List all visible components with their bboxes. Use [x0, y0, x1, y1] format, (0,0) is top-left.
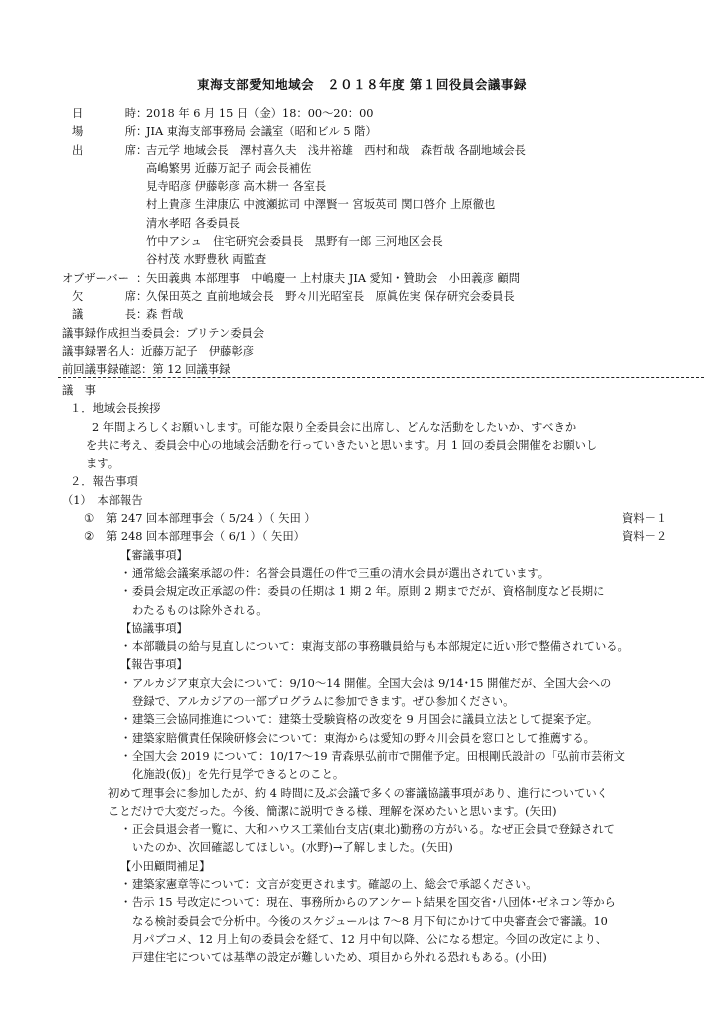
- attendee-line: 高嶋繁男 近藤万記子 両会長補佐: [146, 161, 312, 175]
- meeting-item: ① 第 247 回本部理事会（ 5/24 ）（ 矢田 ） 資料－１: [62, 510, 702, 528]
- material-reference: 資料－１: [622, 512, 668, 526]
- date-label: 日 時: [72, 107, 136, 120]
- section-2-title: ２．報告事項: [70, 475, 138, 489]
- meeting-item: ② 第 248 回本部理事会（ 6/1 ）（ 矢田） 資料－２: [62, 528, 702, 546]
- bullet-text: 建築三会協同推進について：建築士受験資格の改変を 9 月国会に議員立法として提案予定。: [132, 713, 599, 727]
- bullet-mark: ・: [120, 823, 132, 837]
- category-items: [62, 638, 702, 656]
- absent-label: 欠 席: [72, 289, 136, 303]
- bullet-text: 本部職員の給与見直しについて：東海支部の事務職員給与も本部規定に近い形で整備されている。: [132, 640, 629, 654]
- date-value: 2018 年 6 月 15 日（金）18：00～20：00: [146, 107, 374, 120]
- bullet-item: [62, 583, 702, 601]
- agenda-body: [62, 382, 702, 968]
- bullet-text: 正会員退会者一覧に、大和ハウス工業仙台支店(東北)勤務の方がいる。なぜ正会員で登録されて: [132, 823, 615, 837]
- bullet-item: [62, 565, 702, 583]
- bullet-item: [62, 675, 702, 693]
- bullet-mark: ・: [120, 896, 132, 910]
- category-heading: 【協議事項】: [120, 621, 188, 635]
- bullet-item: [62, 638, 702, 656]
- greeting-line: ます。: [86, 457, 119, 471]
- bullet-item: [62, 894, 702, 912]
- comment-line: ことだけで大変だった。今後、簡潔に説明できる様、理解を深めたいと思います。(矢田): [108, 804, 557, 818]
- bullet-item: [62, 748, 702, 766]
- bullet-item: [62, 730, 702, 748]
- document-title: 東海支部愛知地域会 ２０１８年度 第１回役員会議事録: [197, 77, 527, 92]
- place-label: 場 所: [72, 125, 136, 139]
- bullet-continuation: いたのか、次回確認してほしい。(水野)→了解しました。(矢田): [132, 841, 453, 855]
- attendees-row: 出 席 ： 吉元学 地域会長 澤村喜久夫 浅井裕雄 西村和哉 森哲哉 各副地域会長 高嶋繁男 近藤万記子 両会長補佐 見寺昭彦 伊藤彰彦 高木耕一 各室長 村上貴彦 生津康広 中渡瀬拡司 中澤賢一 宮坂英司 関口啓介 上原徹也 清水孝昭 各委員長 竹中アシュ 住宅研究会委員長 黒野有一郎 三河地区会長 谷村茂 水野豊秋 両監査: [62, 142, 702, 270]
- section-1-title: １．地域会長挨拶: [70, 402, 161, 416]
- observers-row: オブザーバー ： 矢田義典 本部理事 中嶋慶一 上村康夫 JIA 愛知・贊助会 小田義彦 顧問: [62, 270, 702, 288]
- attendees-label: 出 席: [72, 143, 136, 157]
- bullet-mark: ・: [120, 640, 132, 654]
- attendees-list: [146, 142, 702, 270]
- bullet-text: 建築家憲章等について：文言が変更されます。確認の上、総会で承認ください。: [132, 878, 538, 892]
- bullet-text: アルカジア東京大会について：9/10～14 開催。全国大会は 9/14･15 開催だが、全国大会への: [132, 676, 612, 690]
- attendee-line: 見寺昭彦 伊藤彰彦 高木耕一 各室長: [146, 180, 327, 194]
- bullet-text: 全国大会 2019 について：10/17～19 青森県弘前市で開催予定。田根剛氏設計の「弘前市芸術文: [132, 749, 625, 763]
- bullet-continuation: 化施設(仮)」を先行見学できるとのこと。: [132, 768, 345, 782]
- bullet-mark: ・: [120, 731, 132, 745]
- bullet-continuation: わたるものは除外される。: [132, 603, 268, 617]
- section-divider: [58, 377, 704, 378]
- bullet-text: 建築家賠償責任保険研修会について：東海からは愛知の野々川会員を窓口として推薦する。: [132, 731, 595, 745]
- bullet-mark: ・: [120, 566, 132, 580]
- greeting-line: を共に考え、委員会中心の地域会活動を行っていきたいと思います。月 1 回の委員会開催をお願いし: [86, 438, 598, 452]
- minutes-committee: 議事録作成担当委員会：ブリテン委員会: [62, 326, 265, 340]
- attendee-line: 竹中アシュ 住宅研究会委員長 黒野有一郎 三河地区会長: [146, 235, 443, 249]
- category-items: [62, 876, 702, 967]
- chair-row: 議 長 ： 森 哲哉: [62, 306, 702, 324]
- bullet-item: [62, 821, 702, 839]
- bullet-mark: ・: [120, 676, 132, 690]
- bullet-text: 告示 15 号改定について：現在、事務所からのアンケート結果を国交省･八団体･ゼネコン等から: [132, 896, 616, 910]
- absent-row: 欠 席 ： 久保田英之 直前地域会長 野々川光昭室長 原眞佐実 保存研究会委員長: [62, 288, 702, 306]
- category-items: [62, 675, 702, 785]
- comment-line: 初めて理事会に参加したが、約 4 時間に及ぶ会議で多くの審議協議事項があり、進行についていく: [108, 786, 608, 800]
- category-heading: 【報告事項】: [120, 658, 188, 672]
- bullet-mark: ・: [120, 713, 132, 727]
- chair-value: 森 哲哉: [146, 308, 184, 322]
- bullet-continuation: なる検討委員会で分析中。今後のスケジュールは 7～8 月下旬にかけて中央審査会で審議。10: [132, 914, 608, 928]
- material-reference: 資料－２: [622, 530, 668, 544]
- category-heading: 【小田顧問補足】: [120, 859, 211, 873]
- absent-value: 久保田英之 直前地域会長 野々川光昭室長 原眞佐実 保存研究会委員長: [146, 289, 515, 303]
- minutes-signers: 議事録署名人：近藤万記子 伊藤彰彦: [62, 344, 255, 358]
- category-heading: 【審議事項】: [120, 548, 188, 562]
- bullet-text: 委員会規定改正承認の件：委員の任期は 1 期 2 年。原則 2 期までだが、資格制度など長期に: [132, 585, 605, 599]
- date-row: 日 時 ： 2018 年 6 月 15 日（金）18：00～20：00: [62, 105, 702, 123]
- agenda-heading: 議 事: [62, 384, 96, 397]
- meeting-header: [62, 105, 702, 379]
- attendee-line: 吉元学 地域会長 澤村喜久夫 浅井裕雄 西村和哉 森哲哉 各副地域会長: [146, 143, 526, 157]
- bullet-mark: ・: [120, 878, 132, 892]
- previous-minutes-confirmation: 前回議事録確認：第 12 回議事録: [62, 363, 231, 377]
- bullet-continuation: 登録で、アルカジアの一部プログラムに参加できます。ぜひ参加ください。: [132, 695, 515, 709]
- observers-value: 矢田義典 本部理事 中嶋慶一 上村康夫 JIA 愛知・贊助会 小田義彦 顧問: [146, 271, 521, 285]
- chair-label: 議 長: [72, 308, 136, 322]
- attendee-line: 谷村茂 水野豊秋 両監査: [146, 253, 267, 267]
- place-value: JIA 東海支部事務局 会議室（昭和ビル 5 階）: [146, 125, 377, 139]
- bullet-item: [62, 876, 702, 894]
- section-2-subtitle: （1） 本部報告: [62, 493, 143, 507]
- bullet-mark: ・: [120, 585, 132, 599]
- attendee-line: 村上貴彦 生津康広 中渡瀬拡司 中澤賢一 宮坂英司 関口啓介 上原徹也: [146, 198, 496, 212]
- observers-label: オブザーバー: [62, 271, 129, 285]
- bullet-mark: ・: [120, 749, 132, 763]
- bullet-continuation: 月パブコメ、12 月上旬の委員会を経て、12 月中旬以降、公になる想定。今回の改定により、: [132, 932, 608, 946]
- bullet-continuation: 戸建住宅については基準の設定が難しいため、項目から外れる恐れもある。(小田): [132, 951, 547, 965]
- place-row: 場 所 ： JIA 東海支部事務局 会議室（昭和ビル 5 階）: [62, 123, 702, 141]
- category-items: [62, 821, 702, 858]
- category-items: [62, 565, 702, 620]
- greeting-line: 2 年間よろしくお願いします。可能な限り全委員会に出席し、どんな活動をしたいか、すべきか: [92, 420, 577, 434]
- bullet-item: [62, 711, 702, 729]
- bullet-text: 通常総会議案承認の件：名誉会員選任の件で三重の清水会員が選出されています。: [132, 566, 550, 580]
- attendee-line: 清水孝昭 各委員長: [146, 216, 240, 230]
